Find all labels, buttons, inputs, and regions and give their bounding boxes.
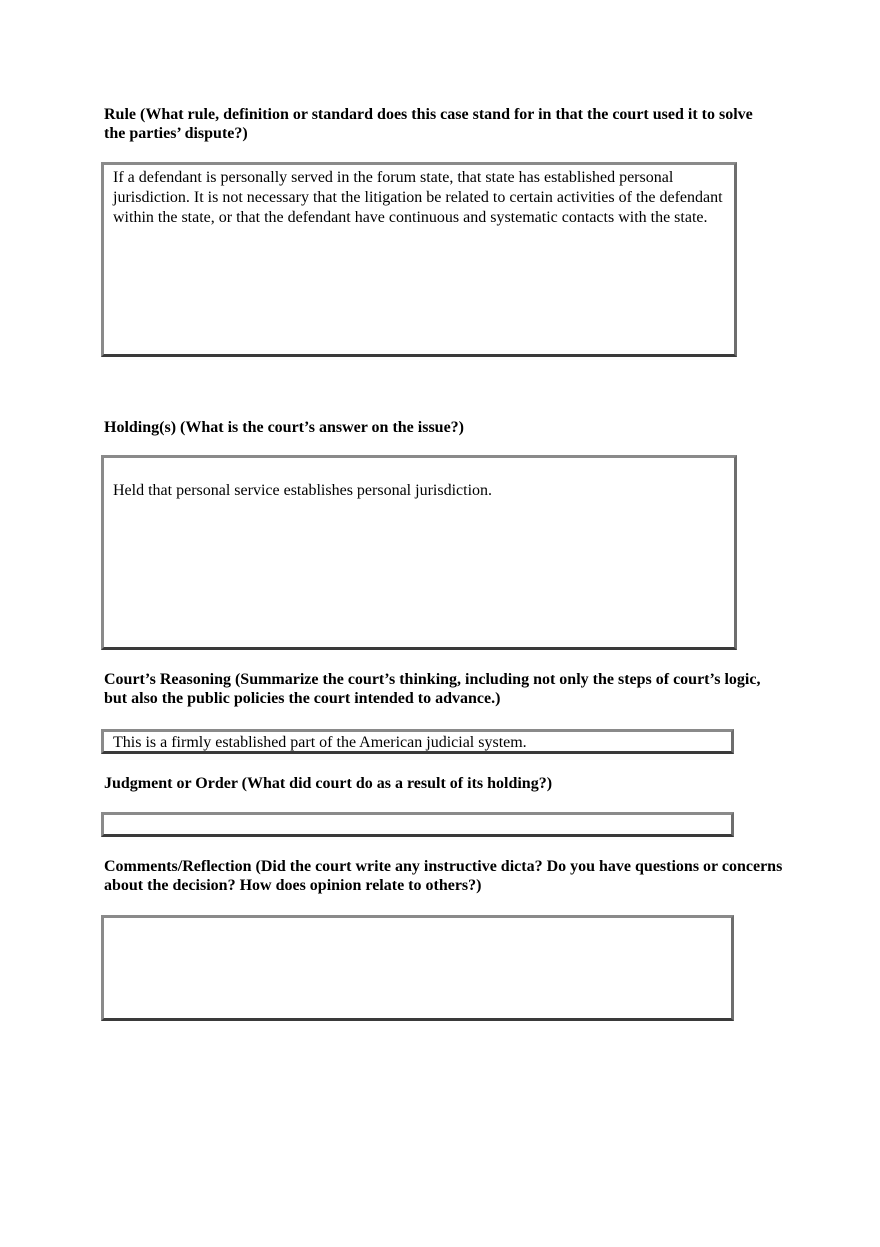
rule-heading: Rule (What rule, definition or standard does this case stand for in that the court used it to solve the parties’ dispute?) [104,106,753,142]
holding-answer-box[interactable] [101,455,737,650]
judgment-answer-text [104,815,731,816]
holding-answer-text: Held that personal service establishes personal jurisdiction. [113,482,493,499]
rule-answer-box[interactable] [101,162,737,357]
reasoning-answer-text: This is a firmly established part of the American judicial system. [113,734,527,751]
comments-heading: Comments/Reflection (Did the court write any instructive dicta? Do you have questions or concerns about the decision? How does opinion relate to others?) [104,858,783,894]
comments-answer-box[interactable] [101,915,734,1021]
rule-answer-text: If a defendant is personally served in the forum state, that state has established personal jurisdiction. It is not necessary that the litigation be related to certain activities of the defendant within the state, or that the defendant have continuous and systematic contacts with the state. [113,169,723,226]
reasoning-answer-box[interactable] [101,729,734,754]
judgment-heading: Judgment or Order (What did court do as a result of its holding?) [104,775,553,792]
reasoning-heading: Court’s Reasoning (Summarize the court’s thinking, including not only the steps of court’s logic, but also the public policies the court intended to advance.) [104,671,761,707]
comments-answer-text [104,918,731,919]
holding-heading: Holding(s) (What is the court’s answer on the issue?) [104,419,465,436]
judgment-answer-box[interactable] [101,812,734,837]
